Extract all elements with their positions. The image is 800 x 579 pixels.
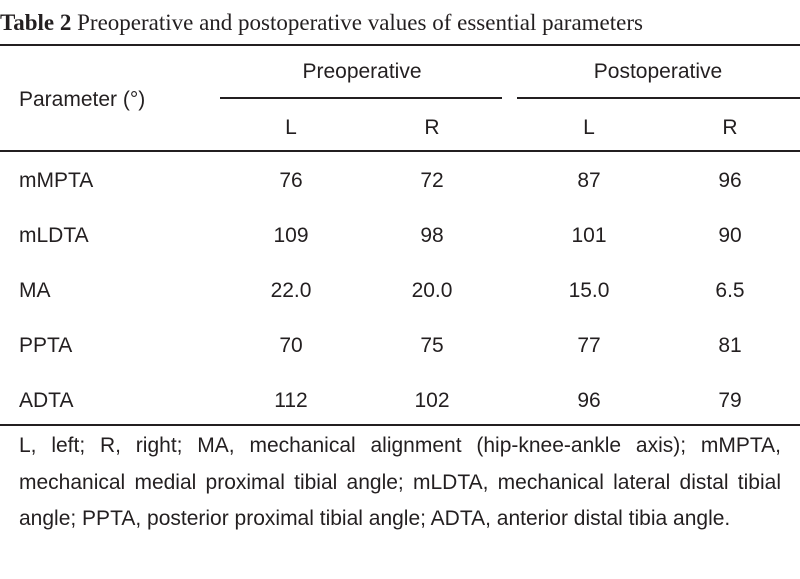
table-cell: 77 [577,334,601,357]
group-rule-preoperative [220,97,502,99]
table-caption [0,6,800,40]
group-header-postoperative: Postoperative [593,60,723,83]
subheader-post-left: L [583,116,595,139]
subheader-post-right: R [722,116,738,139]
row-param-label: mLDTA [19,224,89,247]
table-cell: 72 [420,169,444,192]
row-param-label: PPTA [19,334,73,357]
table-cell: 109 [273,224,309,247]
table-cell: 101 [571,224,607,247]
row-param-label: ADTA [19,389,74,412]
subheader-pre-right: R [424,116,440,139]
header-rule [0,150,800,152]
table-cell: 87 [577,169,601,192]
table-footnote: L, left; R, right; MA, mechanical alignment (hip-knee-ankle axis); mMPTA, mechanical medial proximal tibial angle; mLDTA, mechanical lateral distal tibial angle; PPTA, posterior proximal tibial angle; ADTA, anterior distal tibia angle. [19,434,781,530]
table-cell: 15.0 [568,279,610,302]
table-cell: 75 [420,334,444,357]
table-cell: 70 [279,334,303,357]
parameter-header: Parameter (°) [19,88,146,111]
subheader-pre-left: L [285,116,297,139]
table-cell: 76 [279,169,303,192]
table-cell: 96 [577,389,601,412]
table-cell: 20.0 [411,279,453,302]
table-cell: 90 [718,224,742,247]
table-cell: 6.5 [715,279,745,302]
table-title: Preoperative and postoperative values of essential parameters [77,10,643,35]
bottom-rule [0,424,800,426]
table-cell: 102 [414,389,450,412]
row-param-label: MA [19,279,51,302]
group-rule-postoperative [517,97,800,99]
table-cell: 22.0 [270,279,312,302]
table-cell: 112 [274,389,308,412]
table-cell: 79 [718,389,742,412]
group-header-preoperative: Preoperative [302,60,422,83]
table-cell: 98 [420,224,444,247]
table-label: Table 2 [0,10,72,35]
top-rule [0,44,800,46]
table-cell: 81 [718,334,742,357]
table-cell: 96 [718,169,742,192]
row-param-label: mMPTA [19,169,94,192]
